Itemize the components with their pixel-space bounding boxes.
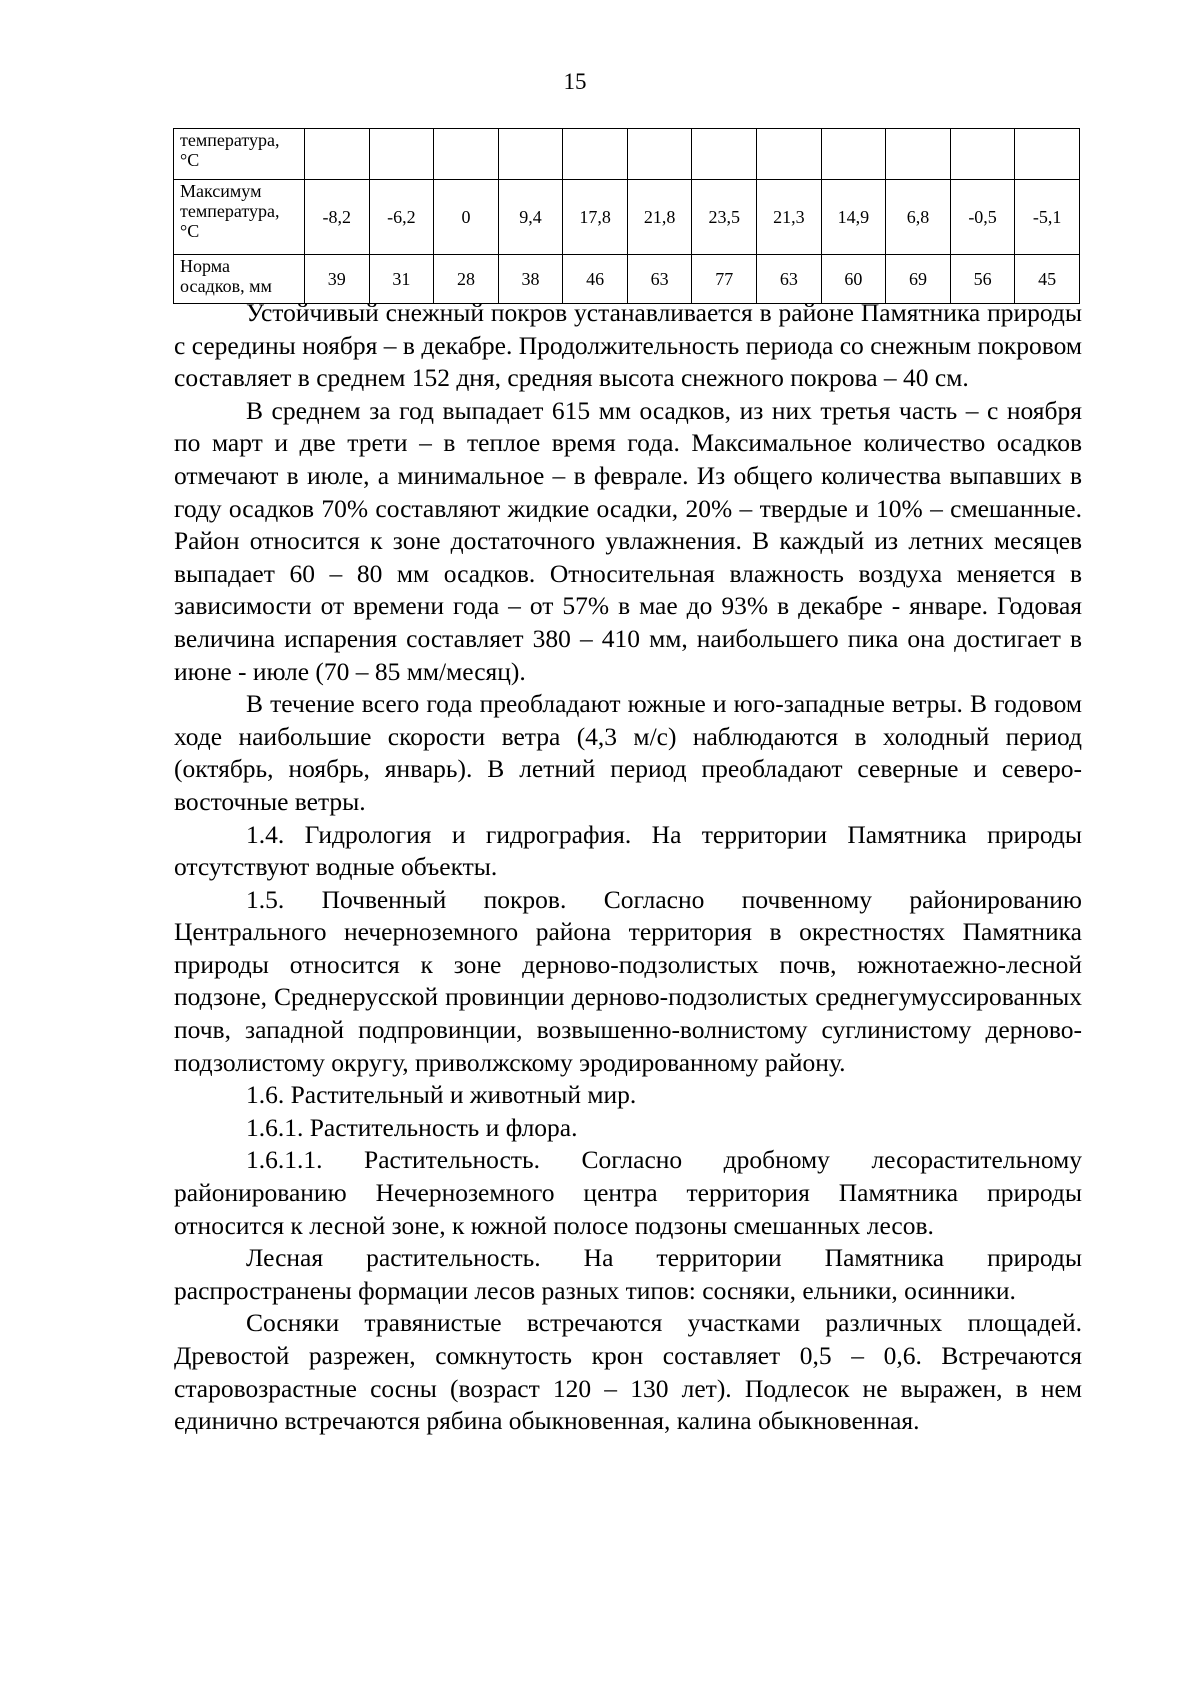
paragraph: В среднем за год выпадает 615 мм осадков, из них третья часть – с ноября по март и две трети – в теплое время года. Максимальное количество осадков отмечают в июле, а минимальное – в феврале. Из общего количества выпавших в году осадков 70% составляют жидкие осадки, 20% – твердые и 10% – смешанные. Район относится к зоне достаточного увлажнения. В каждый из летних месяцев выпадает 60 – 80 мм осадков. Относительная влажность воздуха меняется в зависимости от времени года – от 57% в мае до 93% в декабре - январе. Годовая величина испарения составляет 380 – 410 мм, наибольшего пика она достигает в июне - июле (70 – 85 мм/месяц). — [174, 395, 1082, 686]
table-cell — [434, 129, 499, 180]
table-cell: 21,3 — [757, 180, 822, 255]
table-cell: 14,9 — [821, 180, 886, 255]
row-label: Норма осадков, мм — [174, 255, 305, 304]
table-cell: 28 — [434, 255, 499, 304]
row-label: температура, °С — [174, 129, 305, 180]
table-cell: -8,2 — [305, 180, 370, 255]
table-cell: 9,4 — [498, 180, 563, 255]
section-heading: 1.6.1. Растительность и флора. — [246, 1112, 578, 1142]
section-heading: 1.5. Почвенный покров. Согласно почвенному районированию Центрального нечерноземного района территория в окрестностях Памятника природы относится к зоне дерново-подзолистых почв, южнотаежно-лесной подзоне, Среднерусской провинции дерново-подзолистых среднегумуссированных почв, западной подпровинции, возвышенно-волнистому суглинистому дерново-подзолистому округу, приволжскому эродированному району. — [174, 884, 1082, 1077]
table-cell: 63 — [757, 255, 822, 304]
table-cell: 23,5 — [692, 180, 757, 255]
table-cell — [498, 129, 563, 180]
table-cell: 60 — [821, 255, 886, 304]
table-cell: 69 — [886, 255, 951, 304]
table-cell: -5,1 — [1015, 180, 1080, 255]
section-heading: 1.6.1.1. Растительность. Согласно дробному лесорастительному районированию Нечерноземного центра территория Памятника природы относится к лесной зоне, к южной полосе подзоны смешанных лесов. — [174, 1145, 1082, 1240]
row-label: Максимум температура, °С — [174, 180, 305, 255]
table-cell: 56 — [950, 255, 1015, 304]
section-heading: 1.6. Растительный и животный мир. — [246, 1080, 637, 1110]
paragraph: Лесная растительность. На территории Памятника природы распространены формации лесов разных типов: сосняки, ельники, осинники. — [174, 1243, 1082, 1305]
page-number: 15 — [563, 69, 587, 94]
table-row — [174, 129, 1080, 180]
table-cell: 17,8 — [563, 180, 628, 255]
section-heading: 1.4. Гидрология и гидрография. На территории Памятника природы отсутствуют водные объекты. — [174, 819, 1082, 882]
table-cell: 21,8 — [627, 180, 692, 255]
table-cell — [950, 129, 1015, 180]
table-cell — [886, 129, 951, 180]
table-cell: 38 — [498, 255, 563, 304]
table-cell — [563, 129, 628, 180]
table-cell: 0 — [434, 180, 499, 255]
table-cell: 45 — [1015, 255, 1080, 304]
table-cell: 6,8 — [886, 180, 951, 255]
table-cell: -0,5 — [950, 180, 1015, 255]
table-cell — [369, 129, 434, 180]
table-cell — [1015, 129, 1080, 180]
table-cell: 46 — [563, 255, 628, 304]
table-cell: 77 — [692, 255, 757, 304]
table-cell — [627, 129, 692, 180]
table-row — [174, 180, 1080, 255]
table-cell: 31 — [369, 255, 434, 304]
body-text — [174, 297, 1082, 1438]
paragraph: В течение всего года преобладают южные и юго-западные ветры. В годовом ходе наибольшие скорости ветра (4,3 м/с) наблюдаются в холодный период (октябрь, ноябрь, январь). В летний период преобладают северные и северо-восточные ветры. — [174, 689, 1082, 816]
table-cell: -6,2 — [369, 180, 434, 255]
paragraph: Устойчивый снежный покров устанавливается в районе Памятника природы с середины ноября – в декабре. Продолжительность периода со снежным покровом составляет в среднем 152 дня, средняя высота снежного покрова – 40 см. — [174, 298, 1082, 393]
table-cell: 39 — [305, 255, 370, 304]
table-cell — [692, 129, 757, 180]
table-cell — [757, 129, 822, 180]
table-cell — [305, 129, 370, 180]
paragraph: Сосняки травянистые встречаются участками различных площадей. Древостой разрежен, сомкнутость крон составляет 0,5 – 0,6. Встречаются старовозрастные сосны (возраст 120 – 130 лет). Подлесок не выражен, в нем единично встречаются рябина обыкновенная, калина обыкновенная. — [174, 1308, 1082, 1436]
climate-table — [173, 128, 1080, 304]
table-cell — [821, 129, 886, 180]
table-cell: 63 — [627, 255, 692, 304]
